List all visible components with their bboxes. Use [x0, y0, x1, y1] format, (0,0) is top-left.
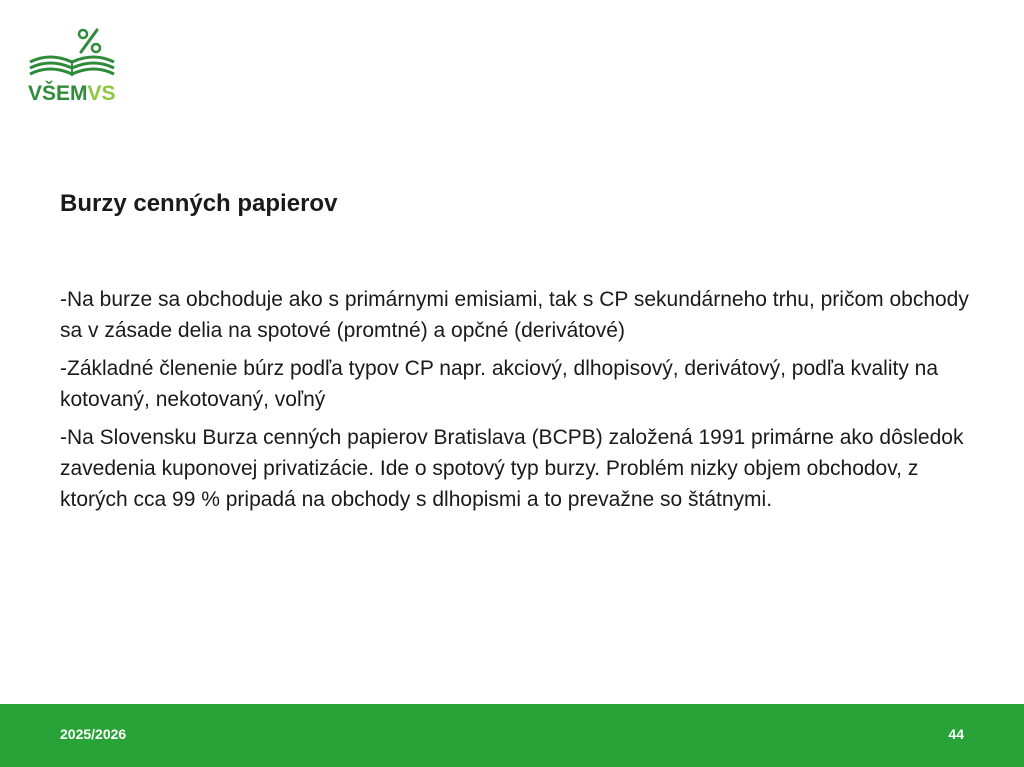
logo-text [28, 82, 116, 106]
paragraph-1: -Na burze sa obchoduje ako s primárnymi emisiami, tak s CP sekundárneho trhu, pričom obchody sa v zásade delia na spotové (promtné) a opčné (derivátové) [60, 288, 969, 342]
slide-title: Burzy cenných papierov [60, 190, 338, 217]
logo [24, 24, 124, 108]
book-percent-icon [24, 24, 124, 82]
logo-text-part2: VS [87, 82, 116, 105]
paragraph-3: -Na Slovensku Burza cenných papierov Bratislava (BCPB) založená 1991 primárne ako dôsledok zavedenia kuponovej privatizácie. Ide o spotový typ burzy. Problém nizky objem obchodov, z ktorých cca 99 % pripadá na obchody s dlhopismi a to prevažne so štátnymi. [60, 426, 964, 511]
slide-content [60, 284, 980, 522]
paragraph-2: -Základné členenie búrz podľa typov CP napr. akciový, dlhopisový, derivátový, podľa kvality na kotovaný, nekotovaný, voľný [60, 357, 939, 411]
footer-year: 2025/2026 [60, 726, 127, 742]
page-number: 44 [948, 726, 964, 742]
logo-text-part1: VŠEM [28, 82, 88, 105]
footer-bar [0, 704, 1024, 767]
